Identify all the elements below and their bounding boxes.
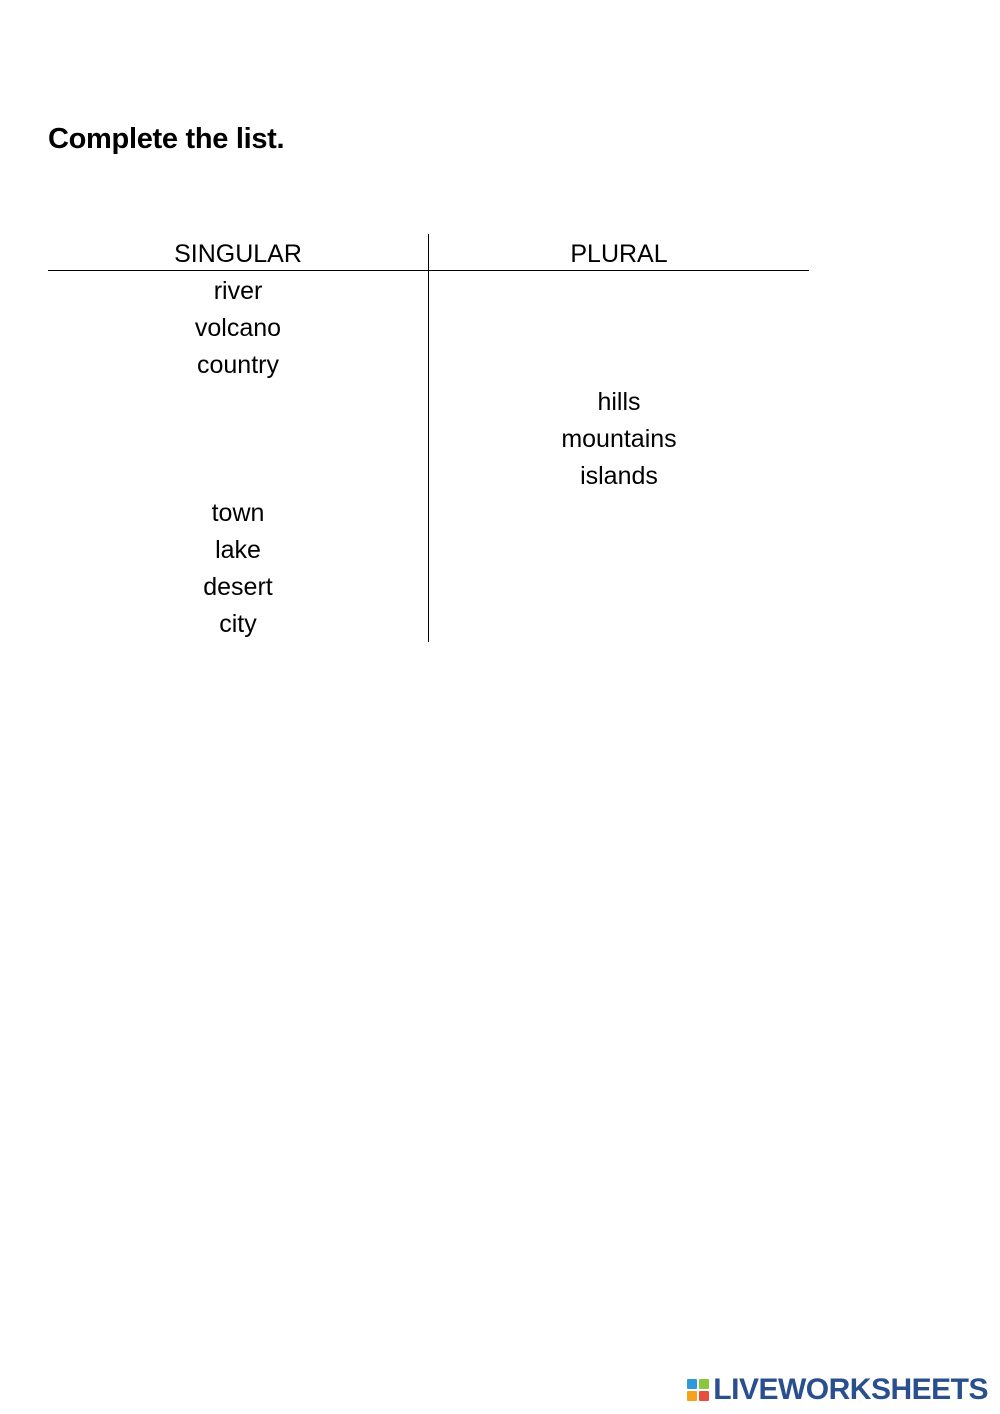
singular-cell: volcano [194, 314, 282, 342]
singular-cell: country [197, 351, 279, 379]
singular-cell: desert [203, 573, 273, 601]
logo-mark-icon [687, 1379, 709, 1401]
header-plural: PLURAL [570, 240, 668, 268]
logo-text: LIVEWORKSHEETS [713, 1373, 988, 1406]
plural-cell: hills [597, 388, 641, 416]
logo-square-blue [687, 1379, 697, 1389]
liveworksheets-logo [687, 1374, 988, 1406]
logo-square-green [699, 1379, 709, 1389]
logo-square-red [699, 1391, 709, 1401]
plural-cell: mountains [561, 425, 677, 453]
instruction-title: Complete the list. [48, 123, 285, 155]
singular-cell: river [213, 277, 263, 305]
logo-square-orange [687, 1391, 697, 1401]
singular-cell: town [211, 499, 265, 527]
singular-cell: city [219, 610, 257, 638]
singular-plural-table [48, 234, 809, 642]
singular-cell: lake [215, 536, 261, 564]
header-singular: SINGULAR [174, 240, 302, 268]
plural-cell: islands [580, 462, 658, 490]
